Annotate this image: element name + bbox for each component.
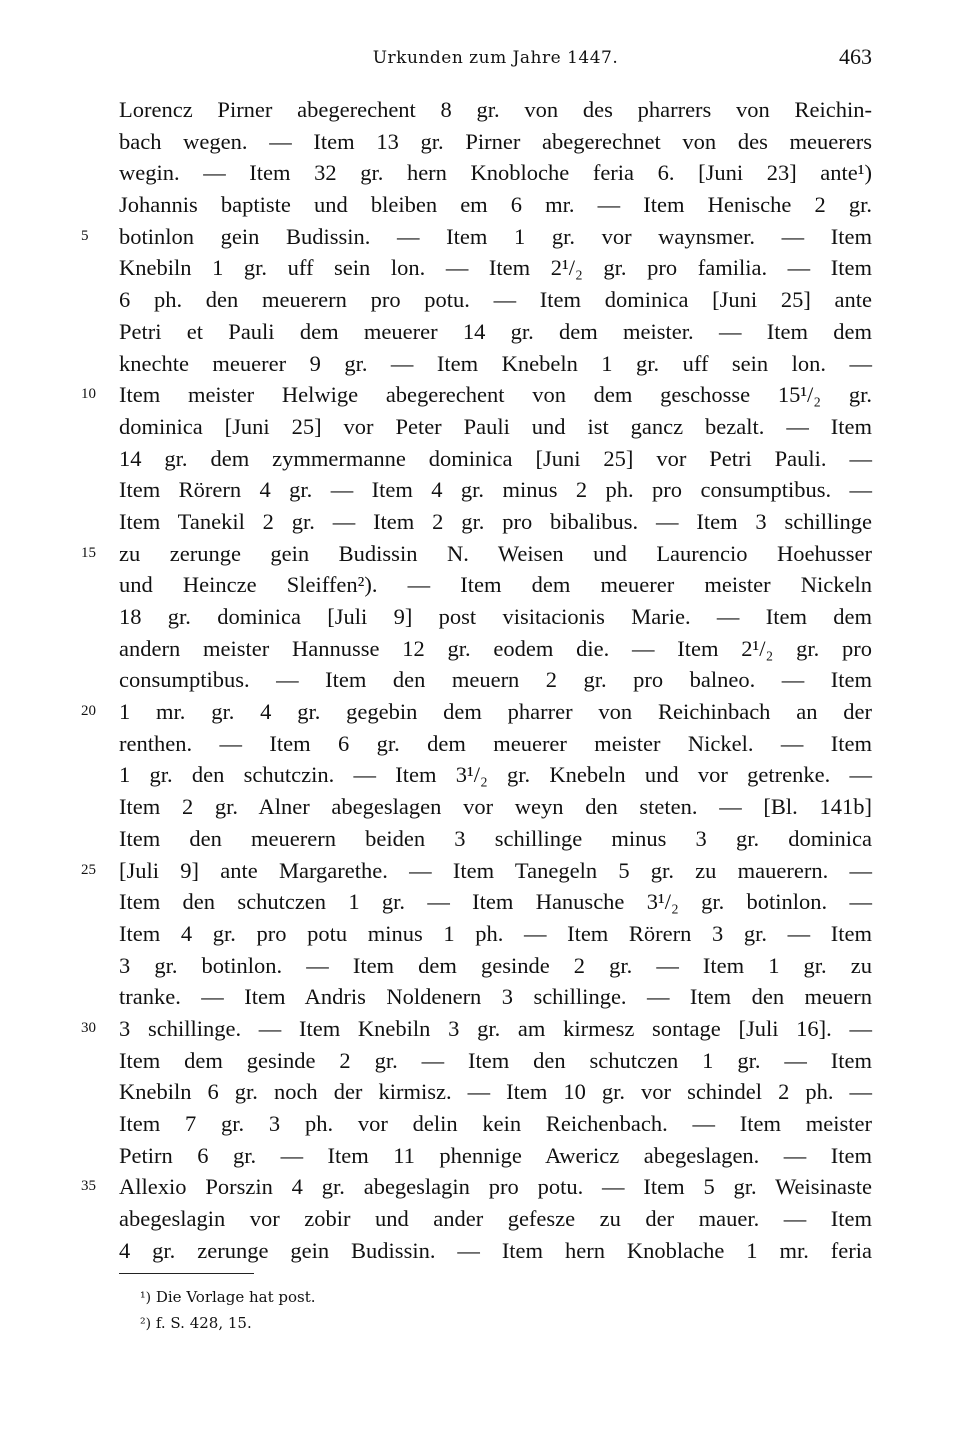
text-line <box>81 379 872 411</box>
text-line <box>119 506 872 538</box>
line-text: 4 gr. zerunge gein Budissin. — Item hern Knoblache 1 mr. feria <box>119 1237 872 1263</box>
footnote-text: f. S. 428, 15. <box>155 1314 252 1332</box>
line-text: Item dem gesinde 2 gr. — Item den schutczen 1 gr. — Item <box>119 1047 872 1073</box>
text-line <box>119 443 872 475</box>
line-text: 18 gr. dominica [Juli 9] post visitacionis Marie. — Item dem <box>119 604 872 629</box>
line-text: renthen. — Item 6 gr. dem meuerer meister Nickel. — Item <box>119 730 872 756</box>
text-line <box>119 157 872 189</box>
footnote-marker: ¹) <box>140 1290 152 1306</box>
text-line <box>119 1140 872 1172</box>
text-line <box>119 1203 872 1235</box>
line-text: andern meister Hannusse 12 gr. eodem die. — Item 2¹/₂ gr. pro <box>119 635 872 661</box>
line-text: Petri et Pauli dem meuerer 14 gr. dem meister. — Item dem <box>119 318 872 344</box>
text-line <box>119 1076 872 1108</box>
text-line <box>81 221 872 253</box>
line-text: Item Tanekil 2 gr. — Item 2 gr. pro bibalibus. — Item 3 schillinge <box>119 508 872 534</box>
line-text: tranke. — Item Andris Noldenern 3 schillinge. — Item den meuern <box>119 984 872 1010</box>
text-line <box>119 886 872 918</box>
text-line <box>119 950 872 982</box>
line-text: Lorencz Pirner abegerechent 8 gr. von des pharrers von Reichin- <box>119 97 872 122</box>
text-line <box>119 918 872 950</box>
line-text: 1 mr. gr. 4 gr. gegebin dem pharrer von Reichinbach an der <box>119 699 872 725</box>
line-text: Item den schutczen 1 gr. — Item Hanusche 3¹/₂ gr. botinlon. — <box>119 889 872 915</box>
footnote <box>140 1311 640 1337</box>
line-text: Item 7 gr. 3 ph. vor delin kein Reichenbach. — Item meister <box>119 1111 872 1136</box>
footnote-marker: ²) <box>140 1316 152 1332</box>
line-text: Item Rörern 4 gr. — Item 4 gr. minus 2 ph. pro consumptibus. — <box>119 477 872 503</box>
line-text: dominica [Juni 25] vor Peter Pauli und ist gancz bezalt. — Item <box>119 413 872 439</box>
line-number: 25 <box>81 861 96 878</box>
line-text: 1 gr. den schutczin. — Item 3¹/₂ gr. Knebeln und vor getrenke. — <box>119 762 872 788</box>
line-text: und Heincze Sleiffen²). — Item dem meuerer meister Nickeln <box>119 572 872 598</box>
text-line <box>119 664 872 696</box>
line-number: 20 <box>81 703 96 720</box>
line-number: 10 <box>81 386 96 403</box>
text-line <box>119 759 872 791</box>
text-line <box>119 474 872 506</box>
text-line <box>119 348 872 380</box>
line-text: Allexio Porszin 4 gr. abegeslagin pro potu. — Item 5 gr. Weisinaste <box>119 1174 872 1200</box>
text-line <box>119 981 872 1013</box>
text-line <box>119 411 872 443</box>
line-text: Johannis baptiste und bleiben em 6 mr. — Item Henische 2 gr. <box>119 192 872 218</box>
line-text: 3 gr. botinlon. — Item dem gesinde 2 gr. — Item 1 gr. zu <box>119 952 872 978</box>
line-text: Knebiln 6 gr. noch der kirmisz. — Item 10 gr. vor schindel 2 ph. — <box>119 1079 872 1105</box>
text-line <box>81 855 872 887</box>
line-text: Item 4 gr. pro potu minus 1 ph. — Item Rörern 3 gr. — Item <box>119 920 872 946</box>
line-text: botinlon gein Budissin. — Item 1 gr. vor waynsmer. — Item <box>119 223 872 249</box>
line-text: Knebiln 1 gr. uff sein lon. — Item 2¹/₂ gr. pro familia. — Item <box>119 255 872 281</box>
text-line <box>119 633 872 665</box>
line-number: 15 <box>81 544 96 561</box>
footnote-rule <box>119 1273 254 1274</box>
line-text: knechte meuerer 9 gr. — Item Knebeln 1 gr. uff sein lon. — <box>119 350 872 376</box>
text-line <box>119 823 872 855</box>
text-line <box>81 696 872 728</box>
body-text <box>81 94 872 1266</box>
text-line <box>119 791 872 823</box>
line-text: 14 gr. dem zymmermanne dominica [Juni 25] vor Petri Pauli. — <box>119 445 872 471</box>
footnote <box>140 1285 640 1311</box>
line-number: 30 <box>81 1019 96 1036</box>
text-line <box>119 126 872 158</box>
line-text: Petirn 6 gr. — Item 11 phennige Awericz abegeslagen. — Item <box>119 1142 872 1168</box>
footnote-text: Die Vorlage hat post. <box>155 1288 316 1306</box>
line-text: bach wegen. — Item 13 gr. Pirner abegerechnet von des meuerers <box>119 128 872 154</box>
text-line <box>119 252 872 284</box>
text-line <box>81 1171 872 1203</box>
running-header <box>119 44 872 80</box>
line-text: Item meister Helwige abegerechent von dem geschosse 15¹/₂ gr. <box>119 382 872 408</box>
text-line <box>119 1108 872 1140</box>
text-line <box>119 284 872 316</box>
text-line <box>81 1013 872 1045</box>
text-line <box>119 601 872 633</box>
line-text: consumptibus. — Item den meuern 2 gr. pro balneo. — Item <box>119 667 872 693</box>
line-text: [Juli 9] ante Margarethe. — Item Tanegeln 5 gr. zu mauerern. — <box>119 857 872 883</box>
text-line <box>81 538 872 570</box>
text-line <box>119 316 872 348</box>
line-text: Item 2 gr. Alner abegeslagen vor weyn den steten. — [Bl. 141b] <box>119 794 872 820</box>
running-title: Urkunden zum Jahre 1447. <box>372 48 619 68</box>
line-text: Item den meuerern beiden 3 schillinge minus 3 gr. dominica <box>119 825 872 851</box>
text-line <box>119 569 872 601</box>
text-line <box>119 1235 872 1267</box>
footnotes <box>140 1285 640 1337</box>
text-line <box>119 94 872 126</box>
line-text: wegin. — Item 32 gr. hern Knobloche feria 6. [Juni 23] ante¹) <box>119 160 872 186</box>
line-text: abegeslagin vor zobir und ander gefesze zu der mauer. — Item <box>119 1206 872 1232</box>
text-line <box>119 728 872 760</box>
line-text: 6 ph. den meuerern pro potu. — Item dominica [Juni 25] ante <box>119 287 872 313</box>
text-line <box>119 189 872 221</box>
line-number: 35 <box>81 1178 96 1195</box>
line-text: 3 schillinge. — Item Knebiln 3 gr. am kirmesz sontage [Juli 16]. — <box>119 1015 872 1041</box>
line-text: zu zerunge gein Budissin N. Weisen und Laurencio Hoehusser <box>119 540 872 566</box>
line-number: 5 <box>81 227 89 244</box>
page-number: 463 <box>839 44 872 69</box>
text-line <box>119 1045 872 1077</box>
